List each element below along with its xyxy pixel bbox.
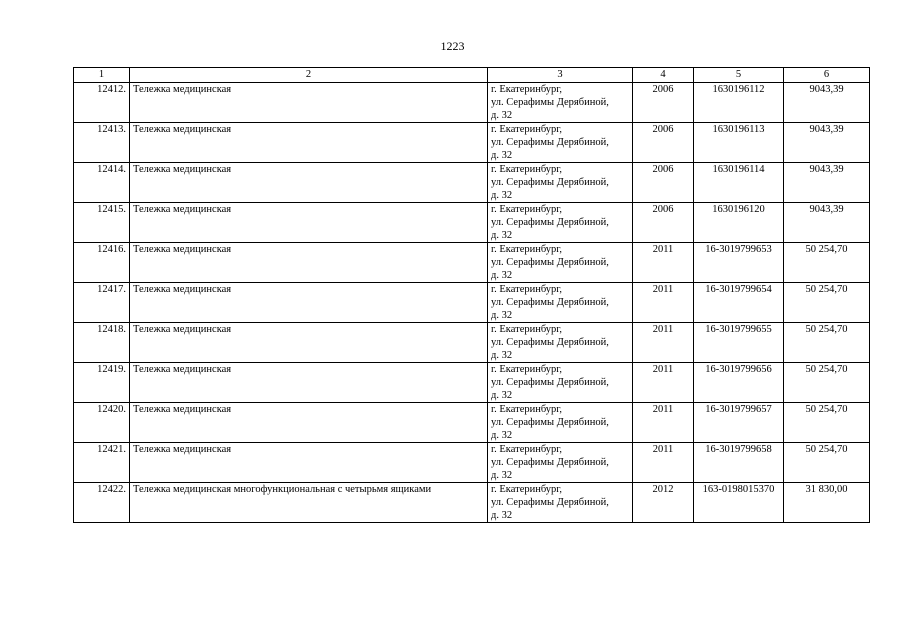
item-cost: 9043,39	[784, 123, 870, 163]
item-name: Тележка медицинская	[130, 123, 488, 163]
header-cell-2: 2	[130, 68, 488, 83]
table-row	[74, 163, 870, 203]
item-year: 2011	[633, 283, 694, 323]
table-row	[74, 203, 870, 243]
header-row	[74, 68, 870, 83]
item-address: г. Екатеринбург, ул. Серафимы Дерябиной, д. 32	[488, 283, 633, 323]
item-name: Тележка медицинская	[130, 403, 488, 443]
inventory-number: 1630196113	[694, 123, 784, 163]
item-cost: 9043,39	[784, 163, 870, 203]
item-address: г. Екатеринбург, ул. Серафимы Дерябиной, д. 32	[488, 83, 633, 123]
item-name: Тележка медицинская	[130, 203, 488, 243]
item-year: 2006	[633, 123, 694, 163]
row-number: 12413.	[74, 123, 130, 163]
header-cell-6: 6	[784, 68, 870, 83]
header-cell-4: 4	[633, 68, 694, 83]
inventory-number: 16-3019799658	[694, 443, 784, 483]
inventory-number: 16-3019799656	[694, 363, 784, 403]
item-name: Тележка медицинская	[130, 283, 488, 323]
item-cost: 9043,39	[784, 83, 870, 123]
header-cell-1: 1	[74, 68, 130, 83]
page-number: 1223	[440, 39, 465, 53]
row-number: 12416.	[74, 243, 130, 283]
item-cost: 50 254,70	[784, 443, 870, 483]
item-cost: 50 254,70	[784, 283, 870, 323]
row-number: 12417.	[74, 283, 130, 323]
table-row	[74, 403, 870, 443]
item-cost: 50 254,70	[784, 243, 870, 283]
table-row	[74, 363, 870, 403]
item-cost: 50 254,70	[784, 363, 870, 403]
header-cell-5: 5	[694, 68, 784, 83]
item-cost: 50 254,70	[784, 323, 870, 363]
item-cost: 31 830,00	[784, 483, 870, 523]
table-row	[74, 283, 870, 323]
item-year: 2011	[633, 323, 694, 363]
inventory-number: 16-3019799655	[694, 323, 784, 363]
item-name: Тележка медицинская	[130, 243, 488, 283]
item-name: Тележка медицинская многофункциональная с четырьмя ящиками	[130, 483, 488, 523]
item-year: 2011	[633, 363, 694, 403]
header-cell-3: 3	[488, 68, 633, 83]
row-number: 12420.	[74, 403, 130, 443]
item-year: 2011	[633, 243, 694, 283]
row-number: 12414.	[74, 163, 130, 203]
item-address: г. Екатеринбург, ул. Серафимы Дерябиной, д. 32	[488, 323, 633, 363]
item-address: г. Екатеринбург, ул. Серафимы Дерябиной, д. 32	[488, 483, 633, 523]
inventory-number: 16-3019799654	[694, 283, 784, 323]
item-name: Тележка медицинская	[130, 83, 488, 123]
table-row	[74, 123, 870, 163]
inventory-number: 1630196112	[694, 83, 784, 123]
item-address: г. Екатеринбург, ул. Серафимы Дерябиной, д. 32	[488, 243, 633, 283]
row-number: 12419.	[74, 363, 130, 403]
inventory-number: 1630196120	[694, 203, 784, 243]
inventory-number: 16-3019799657	[694, 403, 784, 443]
table-row	[74, 83, 870, 123]
item-address: г. Екатеринбург, ул. Серафимы Дерябиной, д. 32	[488, 403, 633, 443]
item-year: 2011	[633, 403, 694, 443]
table-body	[74, 83, 870, 523]
item-address: г. Екатеринбург, ул. Серафимы Дерябиной, д. 32	[488, 443, 633, 483]
item-cost: 9043,39	[784, 203, 870, 243]
row-number: 12412.	[74, 83, 130, 123]
item-name: Тележка медицинская	[130, 163, 488, 203]
table-row	[74, 443, 870, 483]
property-register-table	[73, 67, 870, 523]
item-address: г. Екатеринбург, ул. Серафимы Дерябиной, д. 32	[488, 363, 633, 403]
item-name: Тележка медицинская	[130, 363, 488, 403]
table-row	[74, 243, 870, 283]
item-year: 2006	[633, 163, 694, 203]
row-number: 12421.	[74, 443, 130, 483]
item-cost: 50 254,70	[784, 403, 870, 443]
item-year: 2011	[633, 443, 694, 483]
item-name: Тележка медицинская	[130, 443, 488, 483]
inventory-number: 1630196114	[694, 163, 784, 203]
item-address: г. Екатеринбург, ул. Серафимы Дерябиной, д. 32	[488, 203, 633, 243]
inventory-number: 16-3019799653	[694, 243, 784, 283]
row-number: 12418.	[74, 323, 130, 363]
row-number: 12422.	[74, 483, 130, 523]
table-row	[74, 323, 870, 363]
item-year: 2006	[633, 203, 694, 243]
item-year: 2012	[633, 483, 694, 523]
row-number: 12415.	[74, 203, 130, 243]
item-year: 2006	[633, 83, 694, 123]
item-address: г. Екатеринбург, ул. Серафимы Дерябиной, д. 32	[488, 123, 633, 163]
item-name: Тележка медицинская	[130, 323, 488, 363]
inventory-number: 163-0198015370	[694, 483, 784, 523]
item-address: г. Екатеринбург, ул. Серафимы Дерябиной, д. 32	[488, 163, 633, 203]
table-row	[74, 483, 870, 523]
